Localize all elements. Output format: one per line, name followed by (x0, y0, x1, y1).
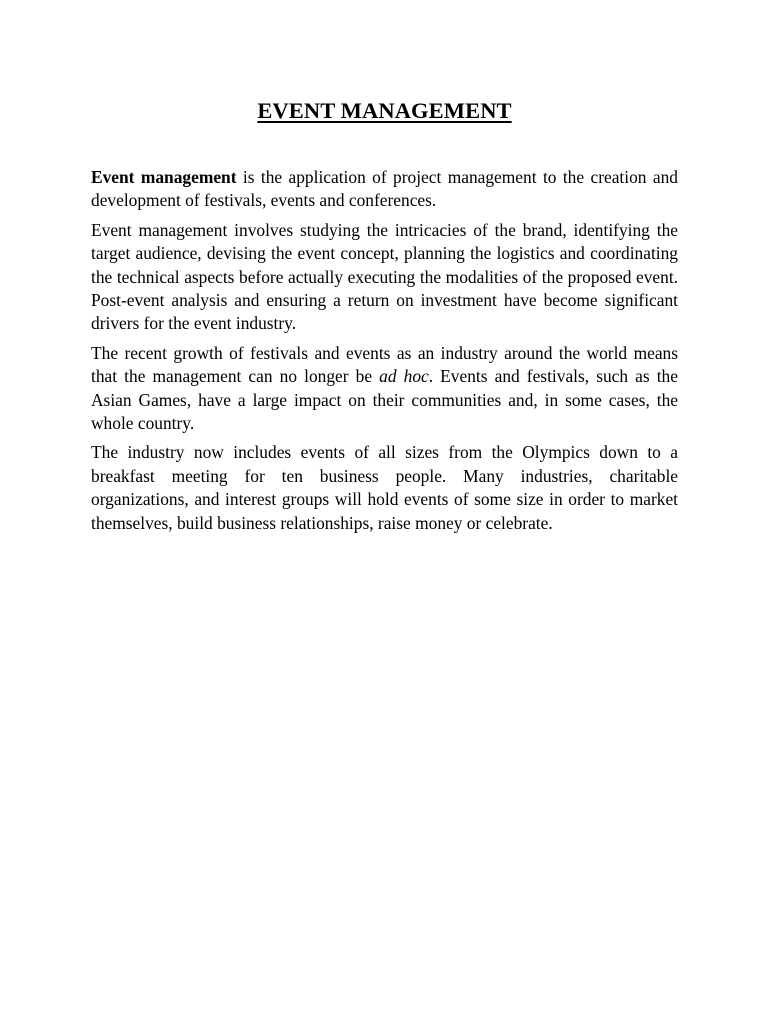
intro-term: Event management (91, 167, 237, 187)
paragraph-4: The industry now includes events of all sizes from the Olympics down to a breakfast meeting for ten business people. Many industries, charitable organizations, and interest groups will hold events of some size in order to market themselves, build business relationships, raise money or celebrate. (91, 442, 678, 533)
intro-text: is the application of project management to the creation and development of festivals, events and conferences. (91, 167, 678, 211)
paragraph-2: Event management involves studying the intricacies of the brand, identifying the target audience, devising the event concept, planning the logistics and coordinating the technical aspects before actually executing the modalities of the proposed event. Post-event analysis and ensuring a return on investment have become significant drivers for the event industry. (91, 219, 678, 334)
document-body (91, 166, 678, 535)
paragraph-3-italic: ad hoc (379, 366, 429, 387)
paragraph-3 (91, 342, 678, 436)
document-title: EVENT MANAGEMENT (257, 98, 512, 123)
paragraph-3-before-italic: The recent growth of festivals and events as an industry around the world means that the management can no longer be (91, 342, 678, 387)
paragraph-3-after-italic: . Events and festivals, such as the Asian Games, have a large impact on their communities and, in some cases, the whole country. (91, 366, 678, 434)
intro-paragraph (91, 166, 678, 213)
